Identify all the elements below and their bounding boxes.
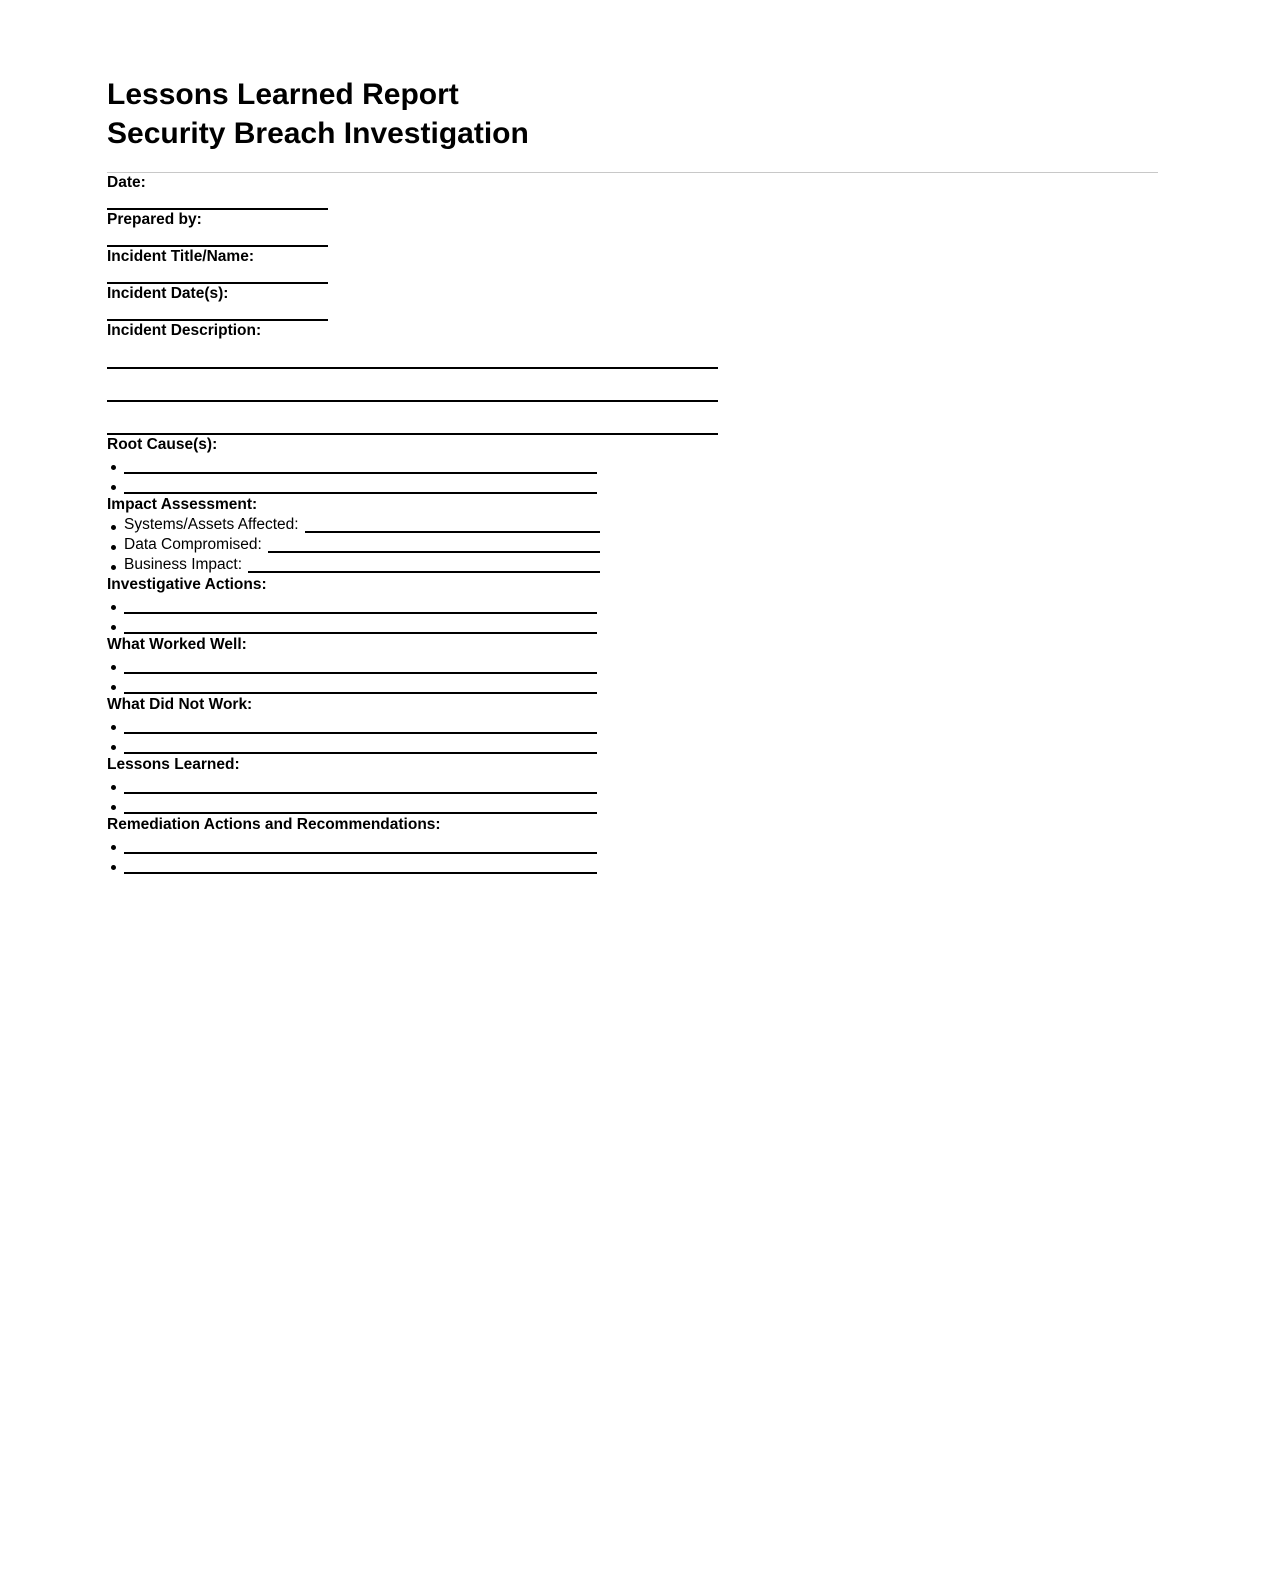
- bullet-icon: [111, 485, 116, 490]
- bullet-icon: [111, 745, 116, 750]
- blank-line: [124, 792, 597, 794]
- investigative-actions-list: [107, 595, 1158, 635]
- blank-line: [248, 571, 600, 573]
- section-label-investigative-actions: Investigative Actions:: [107, 576, 267, 593]
- bullet-blank-line: [107, 795, 1158, 815]
- blank-line: [124, 692, 597, 694]
- blank-line: [124, 732, 597, 734]
- blank-line: [124, 812, 597, 814]
- bullet-blank-line: [107, 715, 1158, 735]
- remediation-list: [107, 835, 1158, 875]
- impact-item-business-impact: [107, 555, 600, 575]
- blank-line: [124, 852, 597, 854]
- section-label-remediation: Remediation Actions and Recommendations:: [107, 816, 441, 833]
- bullet-icon: [111, 785, 116, 790]
- field-label-prepared-by: Prepared by:: [107, 211, 202, 228]
- blank-line: [124, 472, 597, 474]
- section-label-what-did-not-work: What Did Not Work:: [107, 696, 253, 713]
- bullet-icon: [111, 525, 116, 530]
- section-label-what-worked-well: What Worked Well:: [107, 636, 247, 653]
- title-line-2: Security Breach Investigation: [107, 117, 529, 150]
- section-label-incident-description: Incident Description:: [107, 322, 262, 339]
- blank-line: [124, 492, 597, 494]
- impact-assessment-list: [107, 515, 1158, 575]
- blank-line-description-1: [107, 367, 718, 369]
- bullet-icon: [111, 625, 116, 630]
- bullet-blank-line: [107, 675, 1158, 695]
- page-title: [107, 75, 1158, 153]
- impact-item-systems-affected: [107, 515, 600, 535]
- bullet-icon: [111, 465, 116, 470]
- blank-line: [268, 551, 600, 553]
- what-worked-well-list: [107, 655, 1158, 695]
- bullet-icon: [111, 725, 116, 730]
- field-label-date: Date:: [107, 174, 146, 191]
- section-label-impact-assessment: Impact Assessment:: [107, 496, 258, 513]
- blank-line: [124, 672, 597, 674]
- bullet-blank-line: [107, 615, 1158, 635]
- bullet-icon: [111, 665, 116, 670]
- bullet-blank-line: [107, 475, 1158, 495]
- blank-line: [124, 752, 597, 754]
- bullet-icon: [111, 865, 116, 870]
- impact-item-label: Data Compromised:: [124, 536, 262, 553]
- lessons-learned-list: [107, 775, 1158, 815]
- blank-line: [305, 531, 600, 533]
- bullet-blank-line: [107, 735, 1158, 755]
- section-label-lessons-learned: Lessons Learned:: [107, 756, 240, 773]
- bullet-icon: [111, 845, 116, 850]
- blank-line: [124, 612, 597, 614]
- bullet-blank-line: [107, 775, 1158, 795]
- bullet-icon: [111, 545, 116, 550]
- blank-line-description-2: [107, 400, 718, 402]
- field-label-incident-title: Incident Title/Name:: [107, 248, 254, 265]
- bullet-blank-line: [107, 655, 1158, 675]
- impact-item-label: Systems/Assets Affected:: [124, 516, 299, 533]
- bullet-icon: [111, 605, 116, 610]
- what-did-not-work-list: [107, 715, 1158, 755]
- impact-item-label: Business Impact:: [124, 556, 243, 573]
- root-causes-list: [107, 455, 1158, 495]
- blank-line: [124, 872, 597, 874]
- bullet-blank-line: [107, 855, 1158, 875]
- bullet-icon: [111, 805, 116, 810]
- bullet-blank-line: [107, 595, 1158, 615]
- impact-item-data-compromised: [107, 535, 600, 555]
- section-label-root-causes: Root Cause(s):: [107, 436, 218, 453]
- bullet-icon: [111, 685, 116, 690]
- bullet-blank-line: [107, 835, 1158, 855]
- bullet-icon: [111, 565, 116, 570]
- blank-line: [124, 632, 597, 634]
- bullet-blank-line: [107, 455, 1158, 475]
- field-label-incident-dates: Incident Date(s):: [107, 285, 229, 302]
- title-line-1: Lessons Learned Report: [107, 78, 459, 111]
